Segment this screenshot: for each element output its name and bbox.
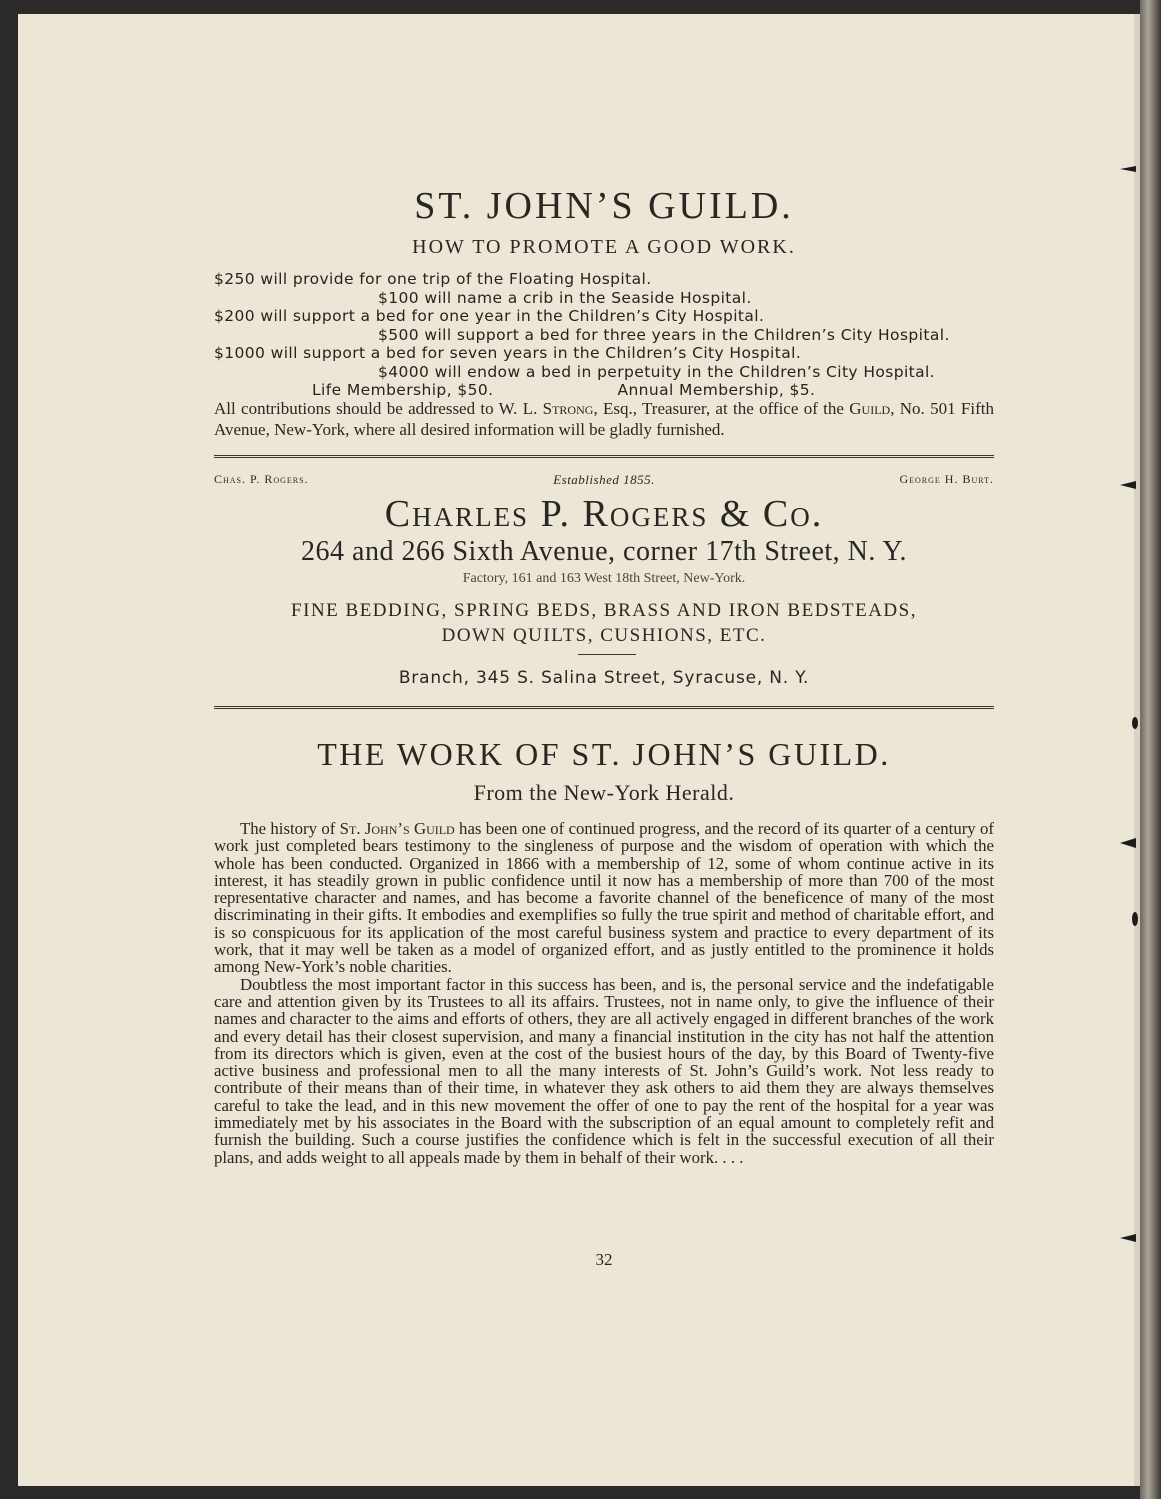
binding-clip-icon: [1118, 716, 1138, 730]
right-partner: George H. Burt.: [899, 472, 994, 486]
binding-clip-icon: [1118, 836, 1138, 850]
article-source: From the New-York Herald.: [473, 780, 735, 805]
gift-line: $200 will support a bed for one year in the Children’s City Hospital.: [214, 307, 765, 325]
binding-clip-icon: [1118, 162, 1138, 176]
gift-line: $1000 will support a bed for seven years in the Children’s City Hospital.: [214, 344, 802, 362]
advertisement-header: [214, 472, 994, 488]
left-partner: Chas. P. Rogers.: [214, 472, 309, 486]
guild-word: Guild: [849, 399, 891, 418]
contrib-text: , Esq., Treasurer, at the office of the: [593, 399, 850, 418]
short-divider: [578, 654, 636, 655]
goods-line: DOWN QUILTS, CUSHIONS, ETC.: [441, 625, 767, 646]
contributions-note: [214, 398, 994, 440]
goods-line: FINE BEDDING, SPRING BEDS, BRASS AND IRON BEDSTEADS,: [291, 600, 917, 621]
paragraph-text: has been one of continued progress, and the record of its quarter of a century of work just completed bears testimony to the singleness of purpose and the wisdom of operation with which the whole has been conducted. Organized in 1866 with a membership of 12, some of whom continue active in its interest, it has steadily grown in public confidence until it now has a membership of more than 700 of the most representative character and names, and has become a favorite channel of the beneficence of many of the most discriminating in their gifts. It embodies and exemplifies so fully the true spirit and method of charitable effort, and is so conspicuous for its application of the most careful business system and practice to every department of its work, that it may well be taken as a model of organized effort, and as justly entitled to the prominence it holds among New-York’s noble charities.: [214, 819, 994, 977]
paragraph: Doubtless the most important factor in this success has been, and is, the personal service and the indefatigable care and attention given by its Trustees to all its affairs. Trustees, not in name only, to give the influence of their names and character to the aims and efforts of others, they are all actively engaged in different branches of the work and every detail has their closest supervision, and many a financial institution in the city has not half the attention from its directors which is given, even at the cost of the busiest hours of the day, by this Board of Twenty-five active business and professional men to all the many interests of St. John’s Guild’s work. Not less ready to contribute of their means than of their time, in whatever they ask others to aid them they are always themselves careful to take the lead, and in this new movement the offer of one to pay the rent of the hospital for a year was immediately met by his associates in the Board with the subscription of an equal amount to completely refit and furnish the building. Such a course justifies the confidence which is felt in the successful execution of all their plans, and adds weight to all appeals made by them in behalf of their work. . . .: [214, 974, 994, 1167]
branch-address: Branch, 345 S. Salina Street, Syracuse, N. Y.: [398, 668, 810, 688]
gift-line: $500 will support a bed for three years in the Children’s City Hospital.: [378, 325, 950, 344]
gift-line: $100 will name a crib in the Seaside Hospital.: [378, 288, 752, 307]
document-page: [18, 14, 1144, 1486]
treasurer-name: Strong: [542, 399, 594, 418]
firm-address: 264 and 266 Sixth Avenue, corner 17th Street, N. Y.: [301, 536, 907, 567]
life-membership: Life Membership, $50.: [312, 381, 494, 399]
gift-line: $250 will provide for one trip of the Floating Hospital.: [214, 270, 652, 288]
paragraph-text: The history of: [240, 819, 340, 838]
factory-address: Factory, 161 and 163 West 18th Street, New-York.: [462, 571, 746, 586]
divider: [214, 455, 994, 458]
goods-list: [214, 598, 994, 648]
binding-clip-icon: [1118, 1231, 1138, 1245]
gift-line: $4000 will endow a bed in perpetuity in the Children’s City Hospital.: [378, 362, 936, 381]
guild-subheading: HOW TO PROMOTE A GOOD WORK.: [412, 236, 796, 258]
binding-edge: [1140, 0, 1161, 1499]
annual-membership: Annual Membership, $5.: [617, 381, 816, 399]
paragraph: [214, 820, 994, 976]
article-body: [214, 820, 994, 1166]
divider: [214, 706, 994, 709]
established-date: Established 1855.: [553, 472, 655, 487]
contrib-text: All contributions should be addressed to W. L.: [214, 399, 543, 418]
firm-name: Charles P. Rogers & Co.: [384, 493, 824, 535]
gift-list: [214, 270, 994, 400]
binding-clip-icon: [1118, 912, 1138, 926]
guild-name: St. John’s Guild: [339, 819, 455, 838]
article-title: THE WORK OF ST. JOHN’S GUILD.: [317, 736, 891, 772]
membership-line: [214, 381, 994, 400]
contrib-text: , No. 501 Fifth Avenue, New-York, where all desired information will be gladly furnished.: [214, 399, 994, 439]
guild-heading: ST. JOHN’S GUILD.: [414, 185, 794, 227]
binding-clip-icon: [1118, 478, 1138, 492]
page-number: 32: [595, 1250, 613, 1269]
